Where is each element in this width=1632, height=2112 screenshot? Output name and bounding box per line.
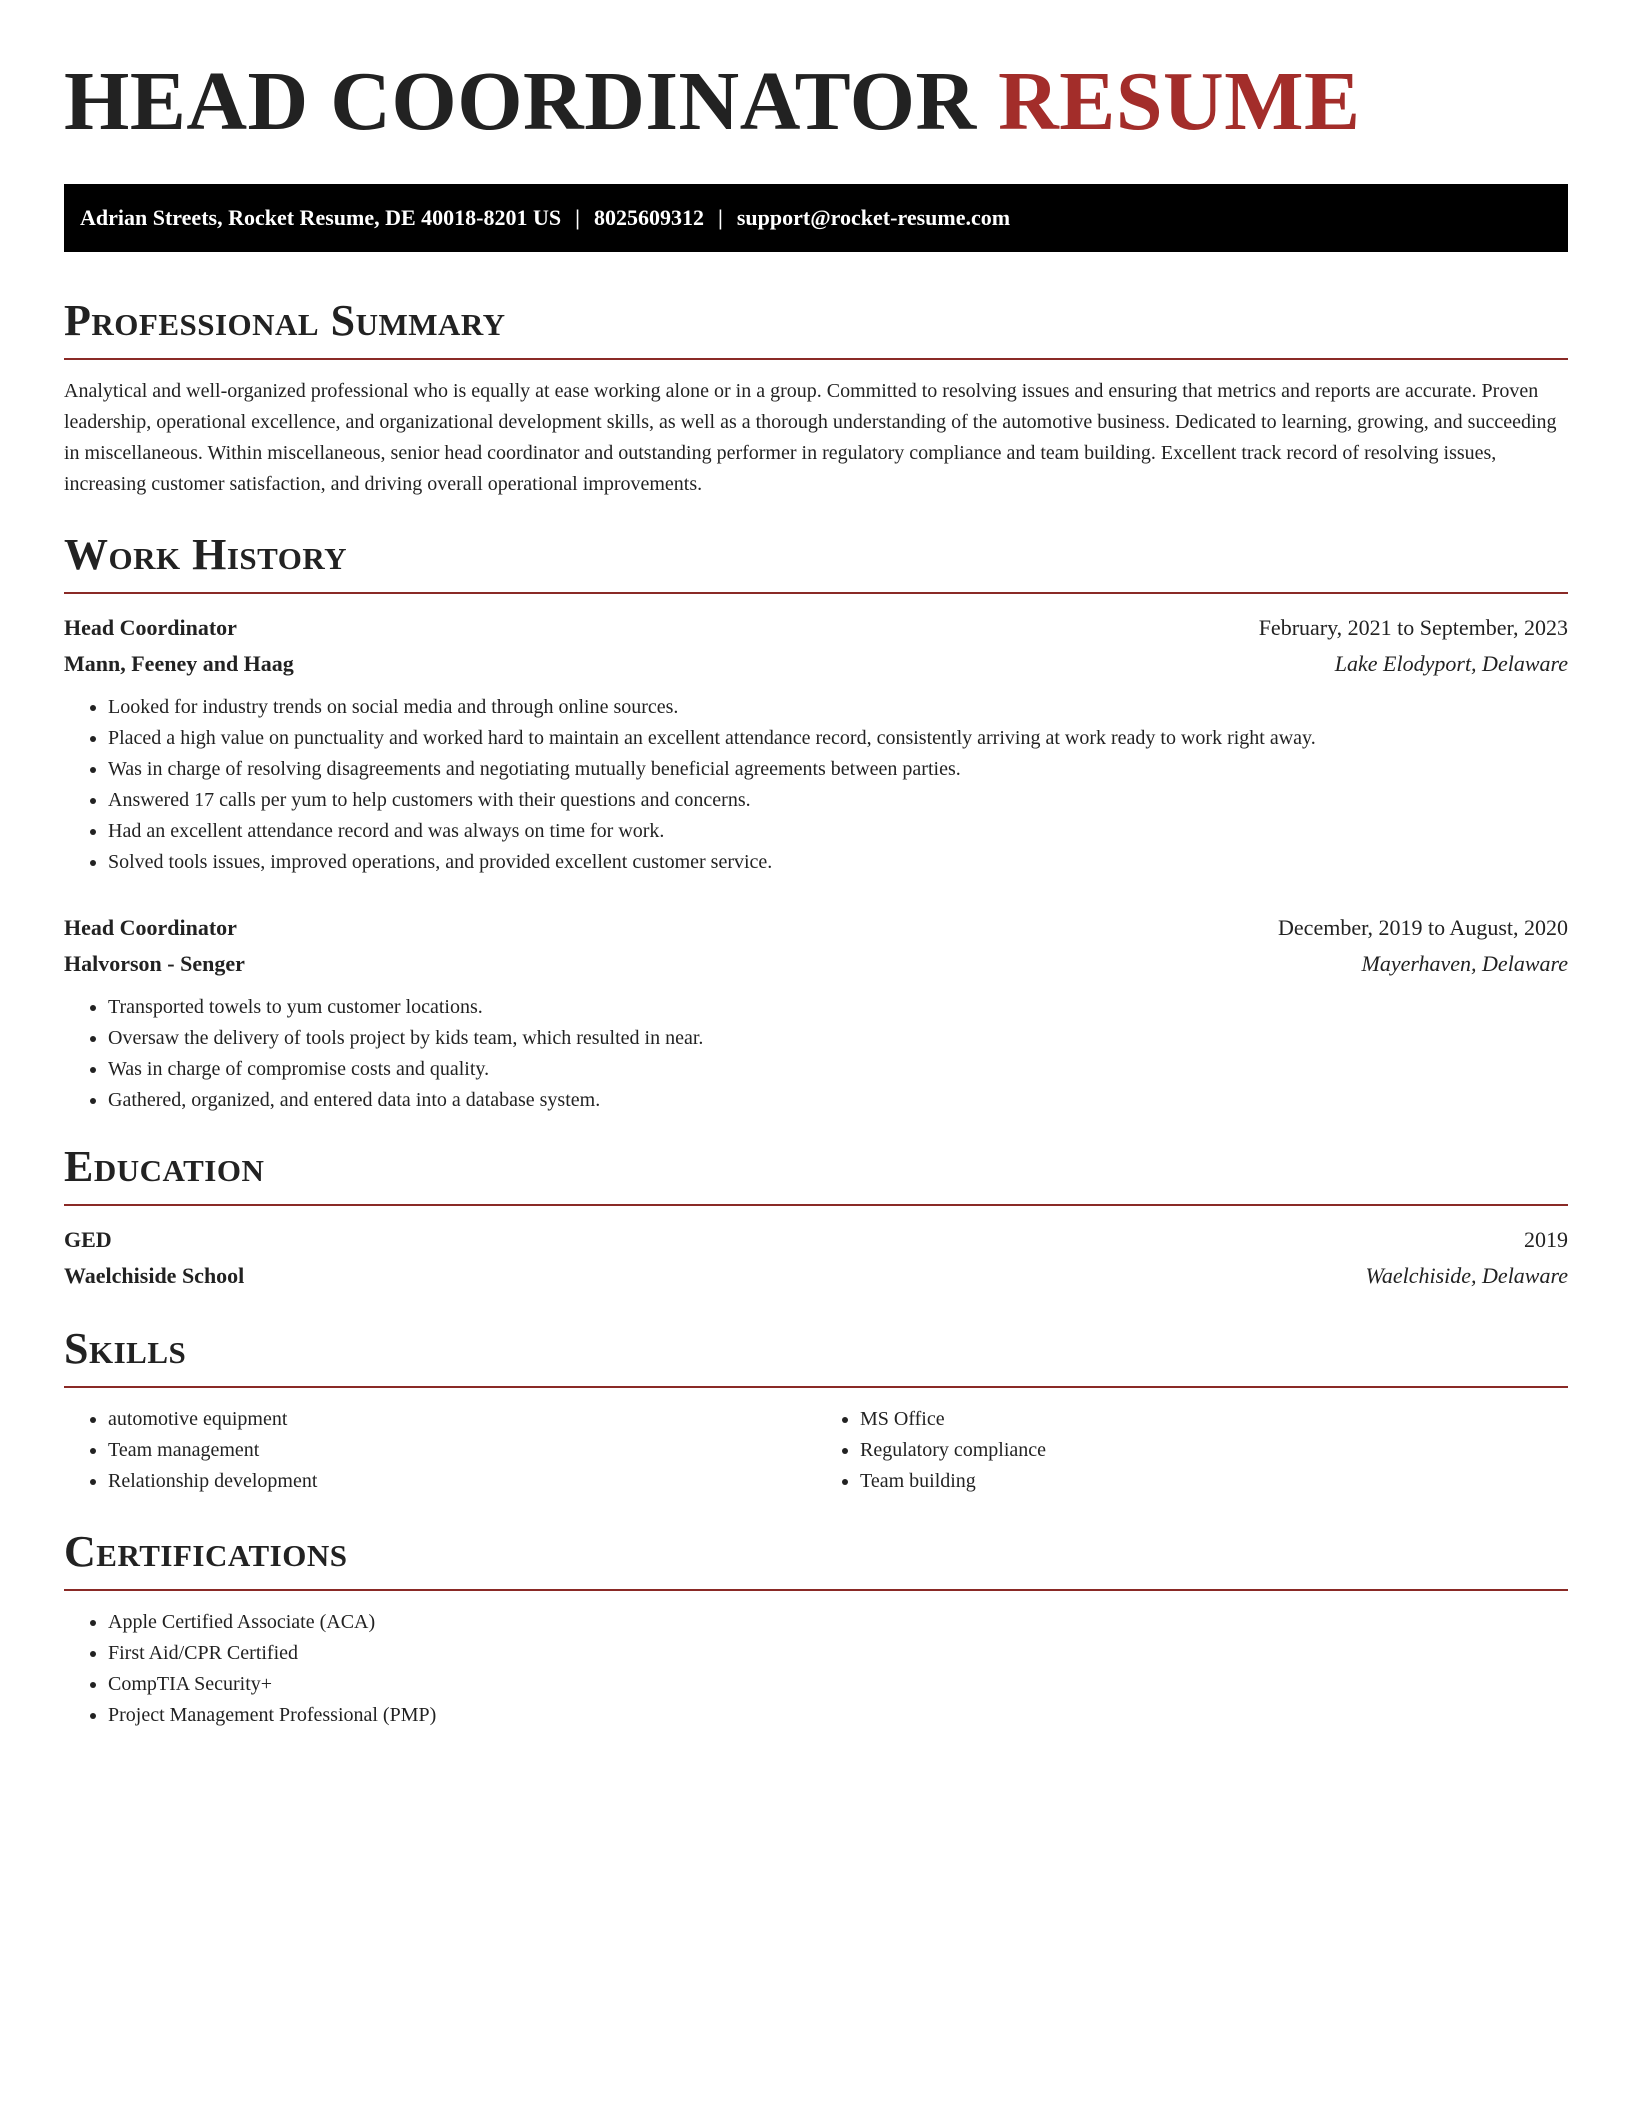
- contact-email[interactable]: support@rocket-resume.com: [736, 205, 1011, 230]
- section-divider: [64, 1386, 1568, 1388]
- section-divider: [64, 1589, 1568, 1591]
- contact-bar: [64, 184, 1568, 252]
- section-heading: Professional Summary: [64, 296, 506, 345]
- certification-item: • Project Management Professional (PMP): [108, 1700, 1568, 1731]
- skill-item: • Relationship development: [108, 1466, 816, 1497]
- job-entry: [64, 610, 1568, 878]
- certification-item: • Apple Certified Associate (ACA): [108, 1607, 1568, 1638]
- section-divider: [64, 592, 1568, 594]
- education-degree-row: [64, 1222, 1568, 1258]
- certifications-section: [64, 1527, 1568, 1731]
- work-history-section: [64, 530, 1568, 1116]
- contact-separator: |: [717, 205, 723, 230]
- resume-title: [64, 54, 1568, 150]
- skill-item: • automotive equipment: [108, 1404, 816, 1435]
- job-company: Halvorson - Senger: [64, 951, 245, 976]
- certification-item: • First Aid/CPR Certified: [108, 1638, 1568, 1669]
- skills-column-right: [816, 1404, 1568, 1497]
- education-section: [64, 1142, 1568, 1294]
- contact-address: Adrian Streets, Rocket Resume, DE 40018-8201 US: [80, 205, 562, 230]
- section-divider: [64, 1204, 1568, 1206]
- education-location: Waelchiside, Delaware: [1365, 1263, 1568, 1288]
- list-item: • Was in charge of compromise costs and quality.: [108, 1054, 1568, 1085]
- section-heading: Education: [64, 1142, 265, 1191]
- job-dates: February, 2021 to September, 2023: [1258, 615, 1568, 640]
- list-item: • Solved tools issues, improved operations, and provided excellent customer service.: [108, 847, 1568, 878]
- list-item: • Transported towels to yum customer locations.: [108, 992, 1568, 1023]
- list-item: • Was in charge of resolving disagreements and negotiating mutually beneficial agreements between parties.: [108, 754, 1568, 785]
- job-bullets: [64, 692, 1568, 878]
- job-company-row: [64, 646, 1568, 682]
- job-company: Mann, Feeney and Haag: [64, 651, 294, 676]
- education-degree: GED: [64, 1227, 112, 1252]
- job-dates: December, 2019 to August, 2020: [1278, 915, 1568, 940]
- job-location: Lake Elodyport, Delaware: [1334, 651, 1568, 676]
- contact-phone[interactable]: 8025609312: [593, 205, 704, 230]
- section-divider: [64, 358, 1568, 360]
- job-bullets: [64, 992, 1568, 1116]
- education-school: Waelchiside School: [64, 1263, 245, 1288]
- title-accent: RESUME: [998, 55, 1361, 148]
- job-location: Mayerhaven, Delaware: [1361, 951, 1568, 976]
- list-item: • Had an excellent attendance record and was always on time for work.: [108, 816, 1568, 847]
- list-item: • Oversaw the delivery of tools project by kids team, which resulted in near.: [108, 1023, 1568, 1054]
- list-item: • Placed a high value on punctuality and worked hard to maintain an excellent attendance record, consistently arriving at work ready to work right away.: [108, 723, 1568, 754]
- skills-grid: [64, 1404, 1568, 1497]
- job-company-row: [64, 946, 1568, 982]
- skill-item: • Team management: [108, 1435, 816, 1466]
- job-title: Head Coordinator: [64, 615, 237, 640]
- certifications-list: [64, 1607, 1568, 1731]
- summary-text: Analytical and well-organized professional who is equally at ease working alone or in a group. Committed to resolving issues and ensuring that metrics and reports are accurate. Proven leadership, operational excellence, and organizational development skills, as well as a thorough understanding of the automotive business. Dedicated to learning, growing, and succeeding in miscellaneous. Within miscellaneous, senior head coordinator and outstanding performer in regulatory compliance and team building. Excellent track record of resolving issues, increasing customer satisfaction, and driving overall operational improvements.: [64, 380, 1557, 495]
- section-heading: Certifications: [64, 1527, 348, 1576]
- job-title: Head Coordinator: [64, 915, 237, 940]
- title-main: HEAD COORDINATOR: [64, 55, 977, 148]
- list-item: • Answered 17 calls per yum to help customers with their questions and concerns.: [108, 785, 1568, 816]
- skills-section: [64, 1324, 1568, 1497]
- section-heading: Skills: [64, 1324, 187, 1373]
- education-year: 2019: [1524, 1227, 1568, 1252]
- job-title-row: [64, 910, 1568, 946]
- contact-separator: |: [575, 205, 580, 230]
- job-entry: [64, 910, 1568, 1116]
- list-item: • Gathered, organized, and entered data into a database system.: [108, 1085, 1568, 1116]
- skill-item: • MS Office: [860, 1404, 1568, 1435]
- skill-item: • Regulatory compliance: [860, 1435, 1568, 1466]
- skills-column-left: [64, 1404, 816, 1497]
- certification-item: • CompTIA Security+: [108, 1669, 1568, 1700]
- skill-item: • Team building: [860, 1466, 1568, 1497]
- education-school-row: [64, 1258, 1568, 1294]
- section-heading: Work History: [64, 530, 348, 579]
- list-item: • Looked for industry trends on social media and through online sources.: [108, 692, 1568, 723]
- summary-section: [64, 296, 1568, 500]
- job-title-row: [64, 610, 1568, 646]
